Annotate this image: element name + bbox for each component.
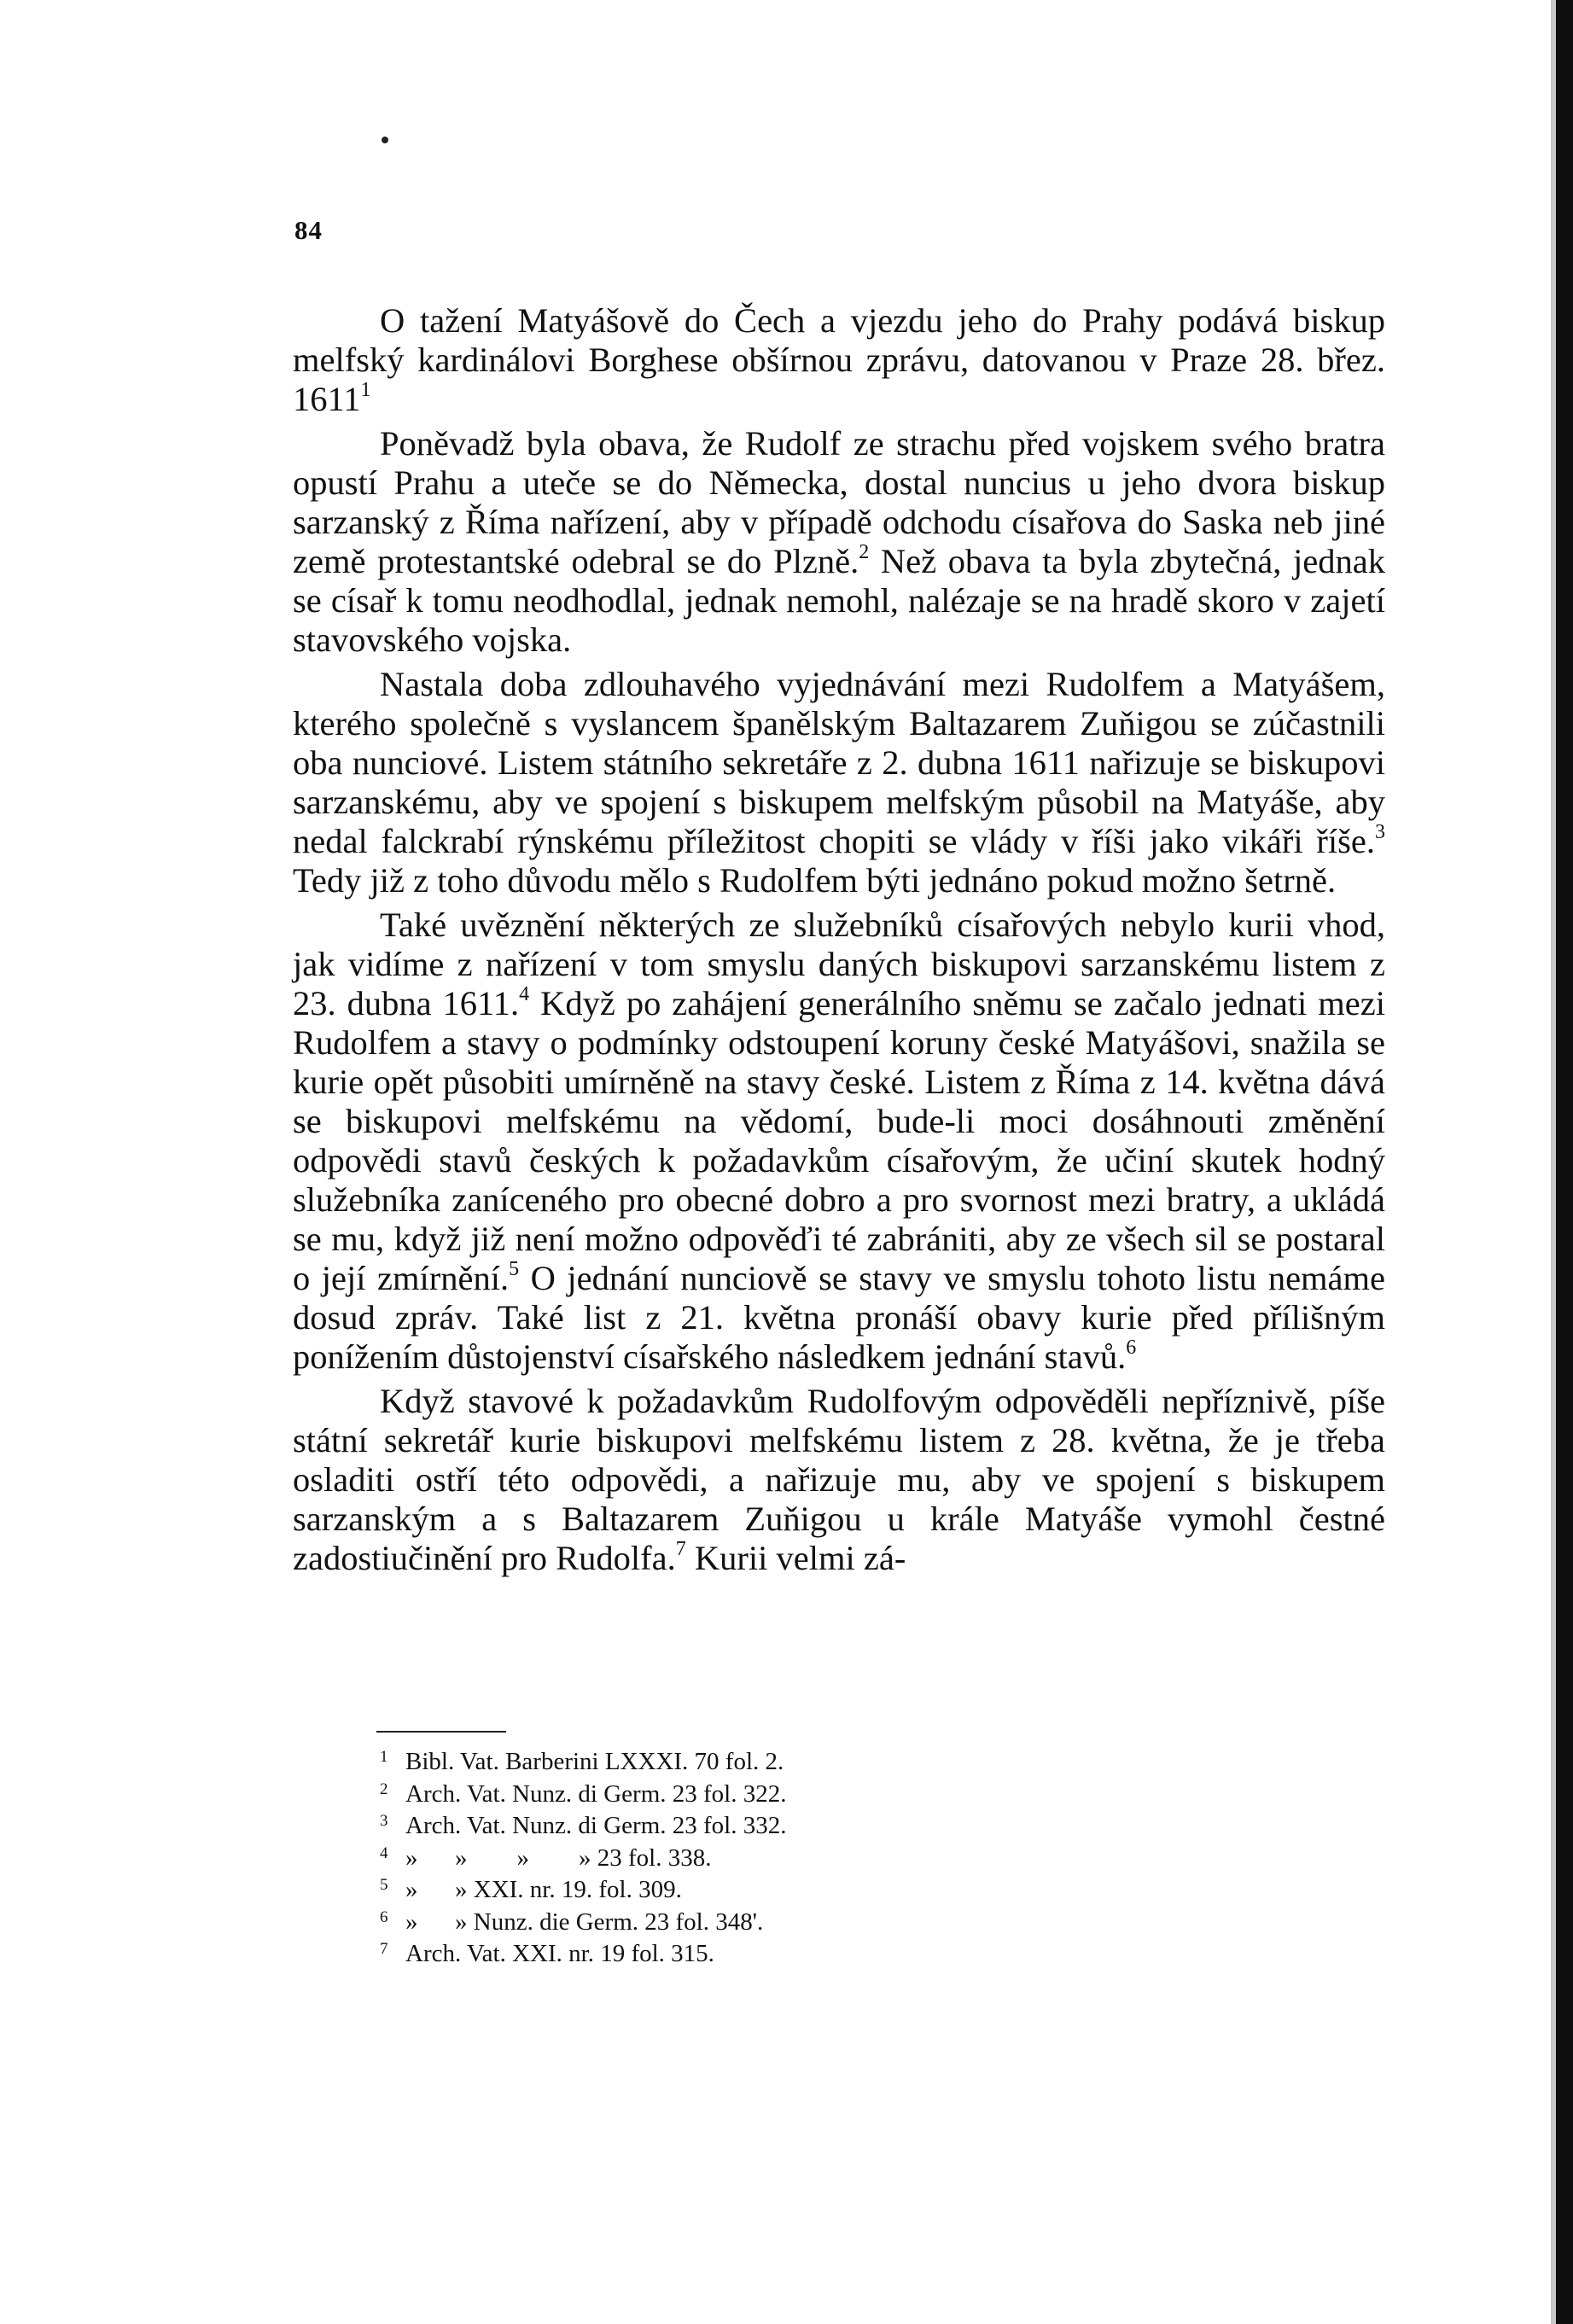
paragraph-text: Když stavové k požadavkům Rudolfovým odpověděli nepříznivě, píše státní sekretář kurie biskupovi melfskému listem z 28. května, že je třeba osladiti ostří této odpovědi, a nařizuje mu, aby ve spojení s biskupem sarzanským a s Baltazarem Zuňigou u krále Matyáše vymohl čestné zadostiučinění pro Rudolfa.	[293, 1382, 1385, 1577]
paragraph-text: Kurii velmi zá-	[685, 1539, 906, 1577]
footnotes	[380, 1744, 786, 1968]
footnote-number: 3	[380, 1812, 388, 1830]
footnote-number: 4	[380, 1843, 388, 1862]
footnote-text: » » XXI. nr. 19. fol. 309.	[405, 1876, 682, 1903]
footnote-number: 5	[380, 1876, 388, 1894]
paragraph	[293, 1382, 1385, 1578]
footnote	[380, 1744, 786, 1776]
footnote	[380, 1904, 786, 1937]
footnote-text: Arch. Vat. Nunz. di Germ. 23 fol. 322.	[405, 1779, 787, 1808]
paragraph-text: Také uvěznění některých ze služebníků císařových nebylo kurii vhod, jak vidíme z nařízení v tom smyslu daných biskupovi sarzanskému listem z 23. dubna 1611.	[293, 906, 1385, 1022]
paragraph-text: Když po zahájení generálního sněmu se začalo jednati mezi Rudolfem a stavy o podmínky odstoupení koruny české Matyášovi, snažila se kurie opět působiti umírněně na stavy české. Listem z Říma z 14. května dává se biskupovi melfskému na vědomí, bude-li moci dosáhnouti změnění odpovědi stavů českých k požadavkům císařovým, že učiní skutek hodný služebníka zaníceného pro obecné dobro a pro svornost mezi bratry, a ukládá se mu, když již není možno odpověďi té zabrániti, aby ze všech sil se postaral o její zmírnění.	[293, 984, 1385, 1297]
page-number: 84	[294, 215, 323, 245]
footnote-ref[interactable]: 4	[519, 983, 530, 1005]
footnote-number: 1	[380, 1748, 388, 1766]
paragraph-text: Tedy již z toho důvodu mělo s Rudolfem býti jednáno pokud možno šetrně.	[293, 861, 1337, 900]
footnote-ref[interactable]: 3	[1375, 821, 1385, 843]
paragraph	[293, 301, 1385, 419]
paragraph-text: Poněvadž byla obava, že Rudolf ze strachu před vojskem svého bratra opustí Prahu a uteče se do Německa, dostal nuncius u jeho dvora biskup sarzanský z Říma nařízení, aby v případě odchodu císařova do Saska neb jiné země protestantské odebral se do Plzně.	[293, 424, 1385, 580]
footnote-number: 7	[380, 1940, 388, 1958]
footnote-ref[interactable]: 5	[509, 1258, 520, 1280]
footnote-ref[interactable]: 2	[859, 541, 870, 563]
footnote-ref[interactable]: 7	[675, 1538, 686, 1560]
paragraph	[293, 906, 1385, 1377]
footnote-number: 2	[380, 1779, 388, 1798]
page-edge	[1556, 0, 1573, 2324]
footnote-ref[interactable]: 6	[1126, 1337, 1137, 1359]
footnote	[380, 1936, 786, 1968]
paragraph	[293, 424, 1385, 660]
footnote-text: » » » » 23 fol. 338.	[405, 1843, 712, 1872]
paragraph-text: O tažení Matyášově do Čech a vjezdu jeho do Prahy podává biskup melfský kardinálovi Borghese obšírnou zprávu, datovanou v Praze 28. břez. 1611	[293, 301, 1385, 418]
paragraph-text: O jednání nunciově se stavy ve smyslu tohoto listu nemáme dosud zpráv. Také list z 21. května pronáší obavy kurie před přílišným ponížením důstojenství císařského následkem jednání stavů.	[293, 1259, 1386, 1376]
paragraph	[293, 665, 1385, 900]
footnote-ref[interactable]: 1	[360, 379, 371, 401]
footnote-number: 6	[380, 1908, 388, 1926]
footnote	[380, 1840, 786, 1873]
scan-speck	[382, 137, 388, 143]
footnote-text: Arch. Vat. XXI. nr. 19 fol. 315.	[405, 1940, 714, 1967]
footnote-divider	[376, 1731, 506, 1733]
footnote	[380, 1808, 786, 1840]
footnote-text: Bibl. Vat. Barberini LXXXI. 70 fol. 2.	[405, 1748, 784, 1775]
footnote	[380, 1872, 786, 1904]
footnote	[380, 1776, 786, 1809]
paragraph-text: Než obava ta byla zbytečná, jednak se císař k tomu neodhodlal, jednak nemohl, nalézaje se na hradě skoro v zajetí stavovského vojska.	[293, 542, 1385, 659]
body-text	[293, 301, 1385, 1583]
footnote-text: Arch. Vat. Nunz. di Germ. 23 fol. 332.	[405, 1812, 787, 1839]
paragraph-text: Nastala doba zdlouhavého vyjednávání mezi Rudolfem a Matyášem, kterého společně s vyslancem španělským Baltazarem Zuňigou se zúčastnili oba nunciové. Listem státního sekretáře z 2. dubna 1611 nařizuje se biskupovi sarzanskému, aby ve spojení s biskupem melfským působil na Matyáše, aby nedal falckrabí rýnskému příležitost chopiti se vlády v říši jako vikáři říše.	[293, 665, 1385, 860]
footnote-text: » » Nunz. die Germ. 23 fol. 348'.	[405, 1908, 764, 1936]
